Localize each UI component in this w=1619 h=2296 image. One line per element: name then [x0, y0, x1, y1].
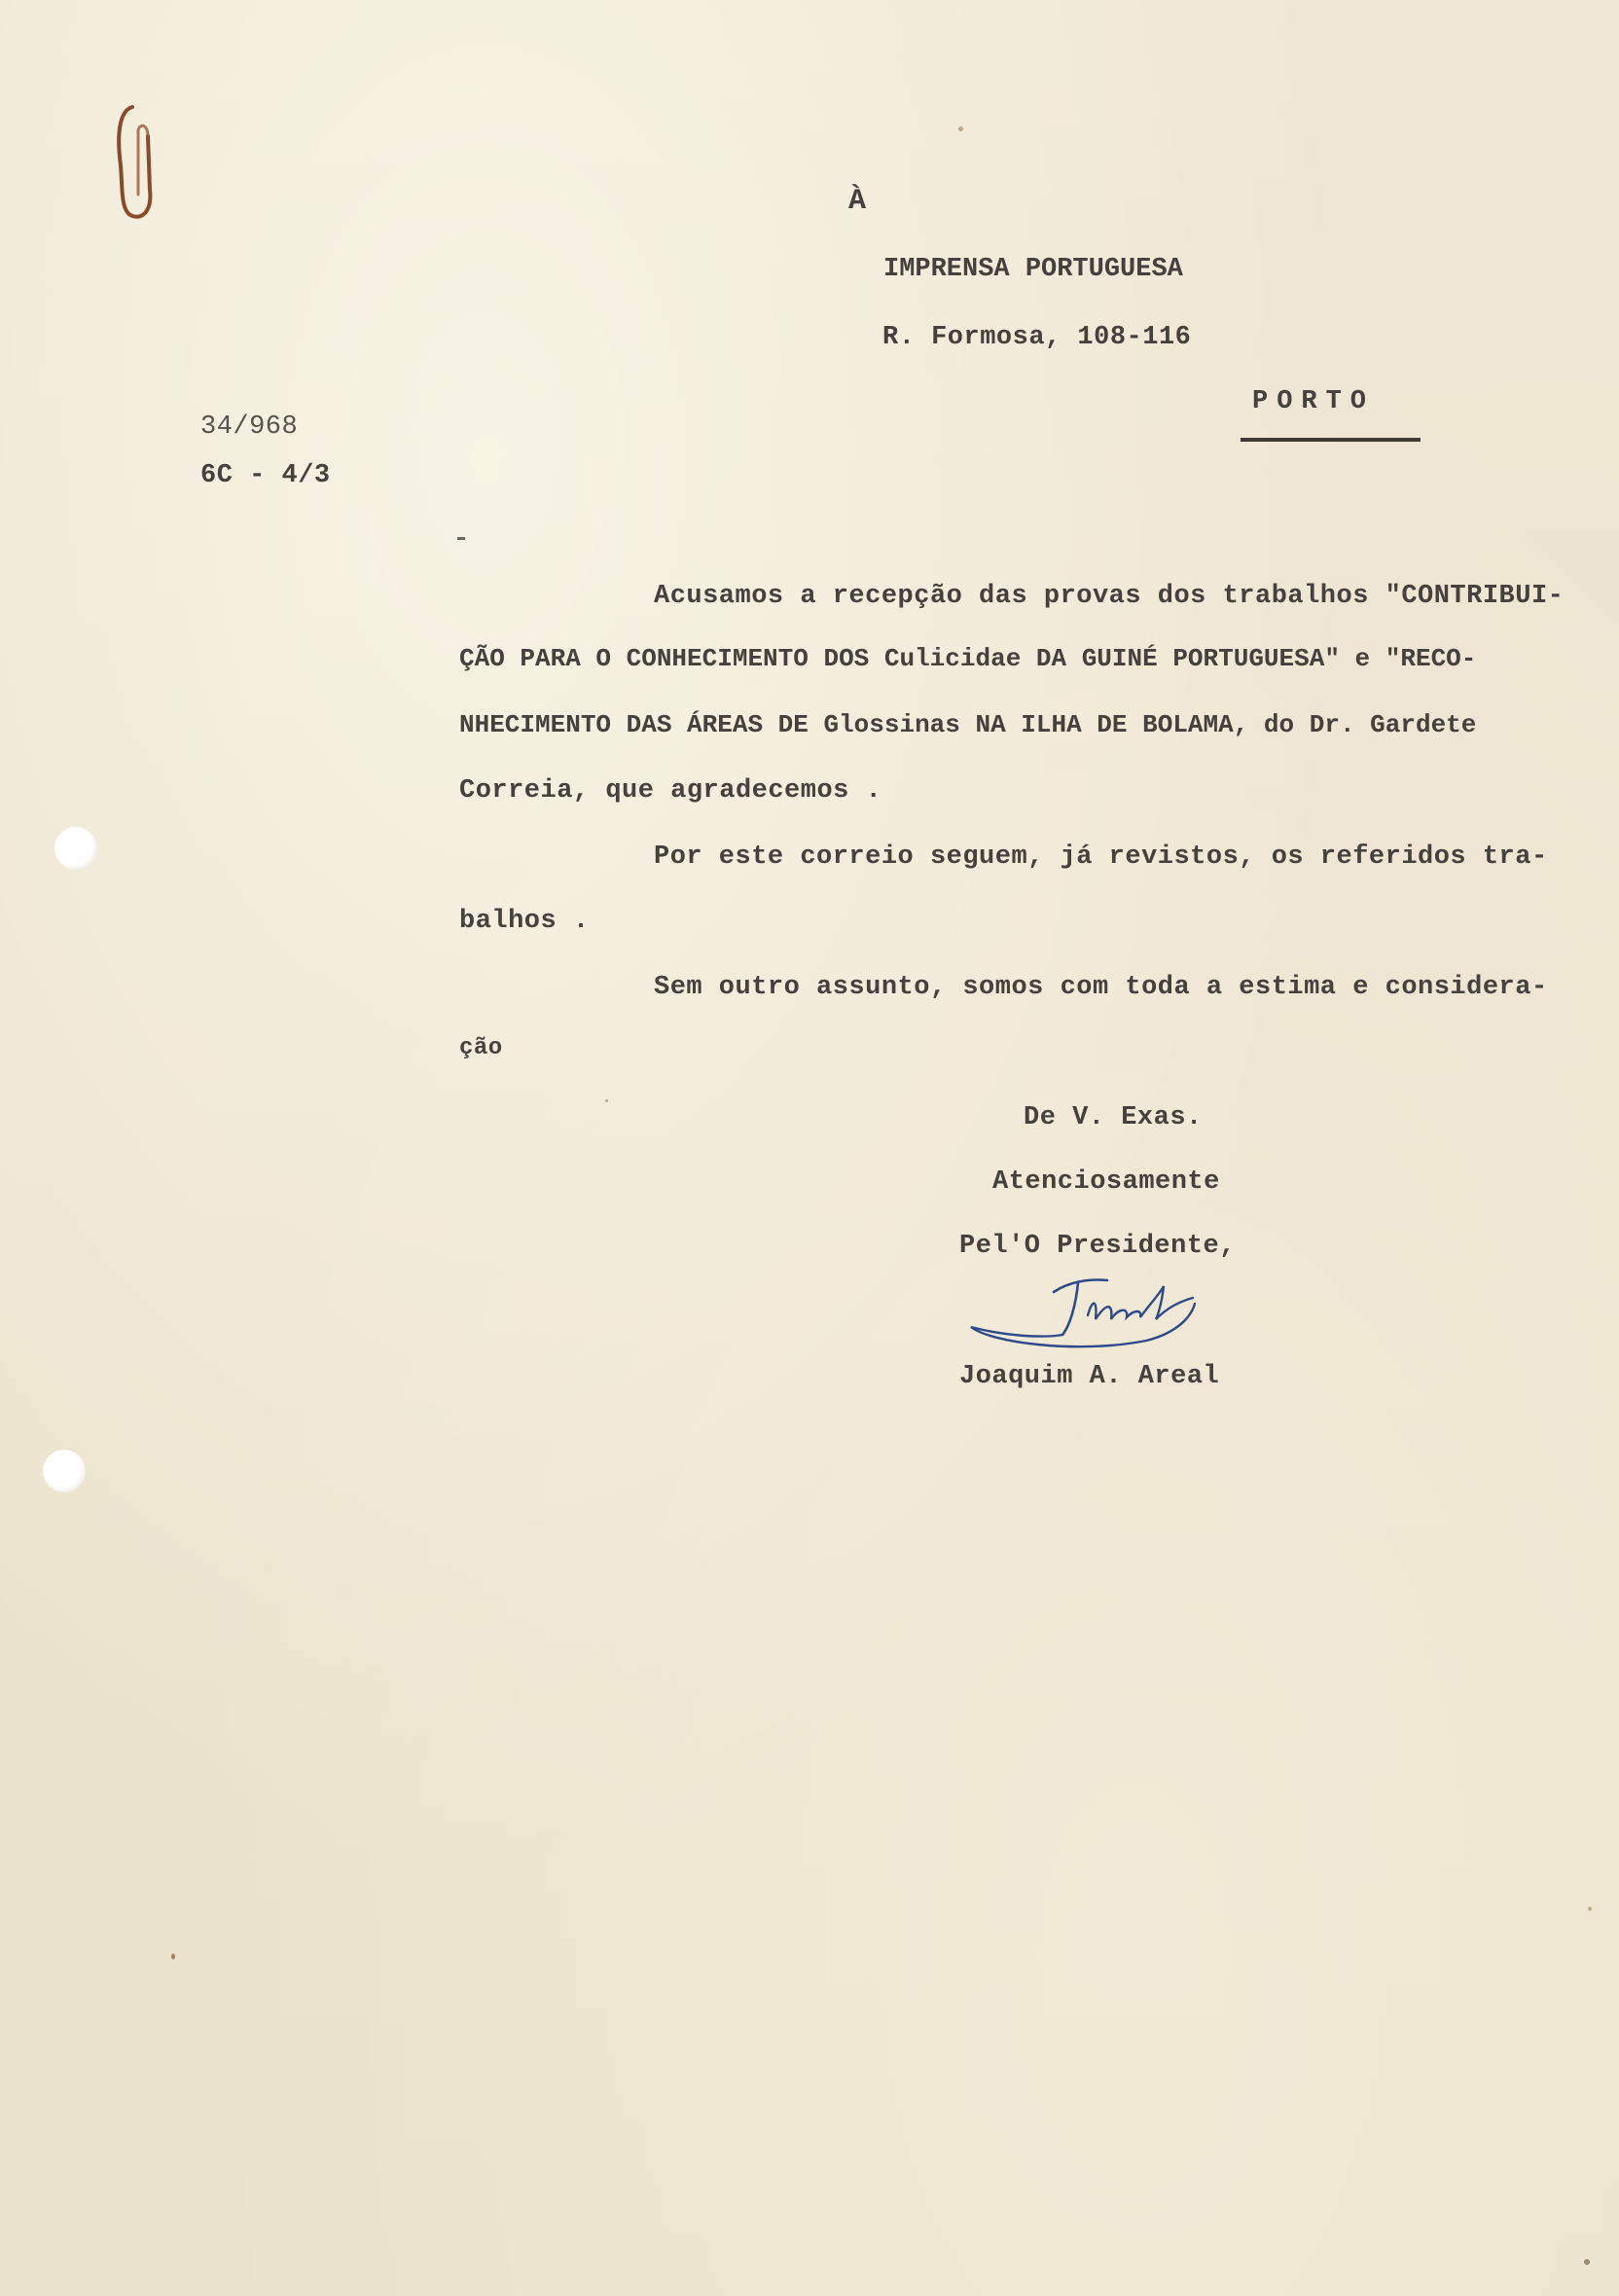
body-line-6: balhos . [459, 907, 590, 936]
body-line-5: Por este correio seguem, já revistos, os referidos tra- [654, 843, 1548, 872]
body-line-4: Correia, que agradecemos . [459, 776, 882, 806]
recipient-city: PORTO [1252, 387, 1376, 416]
punch-hole-top [54, 827, 97, 870]
body-line-8: ção [459, 1035, 503, 1061]
stray-mark [457, 537, 465, 540]
recipient-name: IMPRENSA PORTUGUESA [883, 255, 1183, 284]
closing-on-behalf: Pel'O Presidente, [959, 1232, 1236, 1261]
closing-salutation: De V. Exas. [1024, 1103, 1203, 1132]
body-line-2: ÇÃO PARA O CONHECIMENTO DOS Culicidae DA GUINÉ PORTUGUESA" e "RECO- [459, 644, 1477, 673]
body-line-1: Acusamos a recepção das provas dos trabalhos "CONTRIBUI- [654, 582, 1565, 611]
city-underline [1241, 438, 1421, 442]
body-line-3: NHECIMENTO DAS ÁREAS DE Glossinas NA ILHA DE BOLAMA, do Dr. Gardete [459, 710, 1477, 739]
reference-code: 6C - 4/3 [200, 461, 331, 490]
closing-regards: Atenciosamente [992, 1167, 1220, 1197]
body-line-7: Sem outro assunto, somos com toda a estima e considera- [654, 973, 1548, 1002]
handwritten-signature [961, 1265, 1224, 1362]
paperclip-rust-mark [111, 97, 169, 233]
paper-speck [1584, 2259, 1590, 2265]
recipient-address: R. Formosa, 108-116 [882, 323, 1192, 352]
reference-number: 34/968 [200, 413, 299, 442]
paper-speck [1588, 1907, 1592, 1911]
paper-speck [605, 1099, 608, 1102]
punch-hole-bottom [43, 1450, 86, 1492]
signatory-name: Joaquim A. Areal [959, 1362, 1220, 1391]
recipient-prefix: À [848, 185, 867, 218]
paper-speck [171, 1954, 175, 1959]
paper-speck [958, 126, 963, 131]
